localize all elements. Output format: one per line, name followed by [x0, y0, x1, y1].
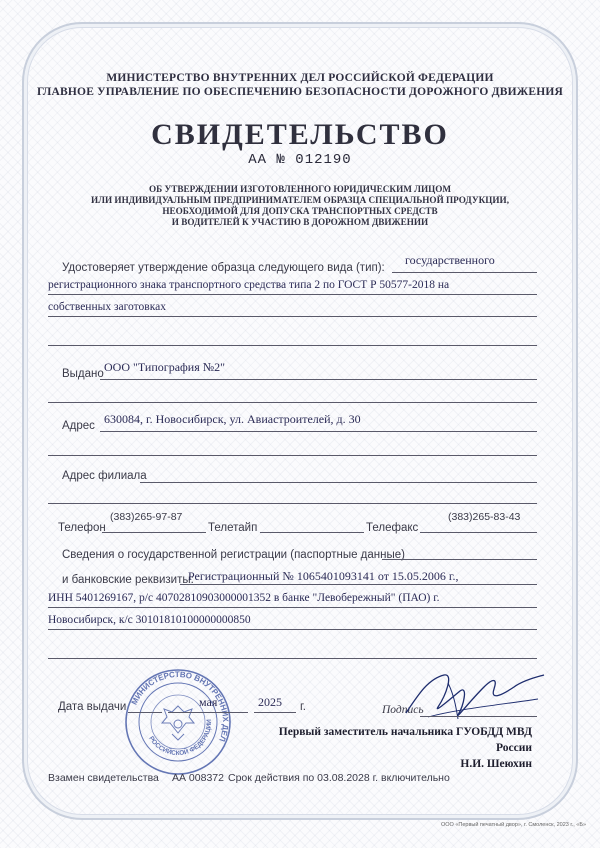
- subtitle-line-3: НЕОБХОДИМОЙ ДЛЯ ДОПУСКА ТРАНСПОРТНЫХ СРЕДСТВ: [162, 206, 438, 216]
- issued-to-label: Выдано: [62, 368, 104, 380]
- approval-value-2: регистрационного знака транспортного средства типа 2 по ГОСТ Р 50577-2018 на: [48, 279, 450, 291]
- issue-year-suffix: г.: [300, 701, 306, 713]
- stamp-inner-text: РОССИЙСКОЙ ФЕДЕРАЦИИ: [147, 719, 214, 758]
- bank-label: и банковские реквизиты:: [62, 574, 194, 586]
- branch-address-line-2: [48, 503, 537, 504]
- registration-value-2: ИНН 5401269167, р/с 40702810903000001352 в банке "Левобережный" (ПАО) г.: [48, 592, 440, 604]
- address-value: 630084, г. Новосибирск, ул. Авиастроителей, д. 30: [104, 412, 361, 426]
- issue-day-line: [128, 712, 162, 713]
- official-stamp: [124, 668, 232, 776]
- phone-label: Телефон: [58, 522, 106, 534]
- fax-label: Телефакс: [366, 522, 419, 534]
- issue-year-line: [254, 712, 296, 713]
- document-title: СВИДЕТЕЛЬСТВО: [151, 118, 449, 151]
- address-line-2: [48, 455, 537, 456]
- approval-line-2: [48, 294, 537, 295]
- replacement-validity: Срок действия по 03.08.2028 г. включительно: [228, 772, 450, 784]
- signatory-name: Н.И. Шеюхин: [460, 758, 532, 770]
- registration-value-1: Регистрационный № 1065401093141 от 15.05.2006 г.,: [188, 569, 459, 583]
- registration-value-3: Новосибирск, к/с 30101810100000000850: [48, 614, 251, 626]
- phone-line: [102, 532, 206, 533]
- teletype-label: Телетайп: [208, 522, 258, 534]
- registration-label: Сведения о государственной регистрации (паспортные данные): [62, 549, 405, 561]
- replacement-label: Взамен свидетельства: [48, 772, 159, 784]
- stamp-outer-text: МИНИСТЕРСТВО ВНУТРЕННИХ ДЕЛ: [129, 669, 231, 743]
- issue-year: 2025: [258, 695, 282, 709]
- series-number: АА № 012190: [248, 152, 352, 168]
- issued-to-line-2: [48, 402, 537, 403]
- teletype-line: [260, 532, 364, 533]
- subtitle-line-2: ИЛИ ИНДИВИДУАЛЬНЫМ ПРЕДПРИНИМАТЕЛЕМ ОБРАЗЦА СПЕЦИАЛЬНОЙ ПРОДУКЦИИ,: [90, 195, 509, 205]
- printer-footer: ООО «Первый печатный двор», г. Смоленск, 2023 г., «Б»: [440, 822, 586, 828]
- registration-value-line-1: [180, 584, 537, 585]
- registration-value-line-2: [48, 607, 537, 608]
- address-line: [100, 431, 537, 432]
- issue-month-line: [168, 712, 248, 713]
- approval-label: Удостоверяет утверждение образца следующего вида (тип):: [62, 262, 385, 274]
- branch-address-label: Адрес филиала: [62, 470, 147, 482]
- signatory-country: России: [496, 742, 532, 754]
- issue-date-label: Дата выдачи: [58, 701, 127, 713]
- subtitle-line-1: ОБ УТВЕРЖДЕНИИ ИЗГОТОВЛЕННОГО ЮРИДИЧЕСКИМ ЛИЦОМ: [148, 184, 452, 194]
- branch-address-line: [140, 482, 537, 483]
- phone-value: (383)265-97-87: [110, 511, 183, 523]
- approval-line-3: [48, 316, 537, 317]
- registration-value-line-3: [48, 629, 537, 630]
- issued-to-value: ООО "Типография №2": [104, 360, 226, 374]
- subtitle-line-4: И ВОДИТЕЛЕЙ К УЧАСТИЮ В ДОРОЖНОМ ДВИЖЕНИИ: [171, 217, 429, 227]
- signature-label: Подпись: [382, 704, 424, 716]
- address-label: Адрес: [62, 420, 95, 432]
- registration-value-line-4: [48, 658, 537, 659]
- approval-line-4: [48, 345, 537, 346]
- registration-line: [382, 559, 537, 560]
- approval-value-1: государственного: [405, 253, 495, 267]
- signatory-position: Первый заместитель начальника ГУОБДД МВД: [278, 726, 532, 738]
- ministry-heading: МИНИСТЕРСТВО ВНУТРЕННИХ ДЕЛ РОССИЙСКОЙ ФЕДЕРАЦИИ: [106, 72, 494, 84]
- replacement-value: АА 008372: [172, 772, 224, 784]
- fax-value: (383)265-83-43: [448, 511, 521, 523]
- signature-line: [420, 716, 537, 717]
- fax-line: [420, 532, 537, 533]
- issue-month: мая: [199, 695, 218, 709]
- approval-line-1: [392, 272, 537, 273]
- issued-to-line: [100, 379, 537, 380]
- department-heading: ГЛАВНОЕ УПРАВЛЕНИЕ ПО ОБЕСПЕЧЕНИЮ БЕЗОПАСНОСТИ ДОРОЖНОГО ДВИЖЕНИЯ: [36, 86, 564, 98]
- approval-value-3: собственных заготовках: [48, 301, 166, 313]
